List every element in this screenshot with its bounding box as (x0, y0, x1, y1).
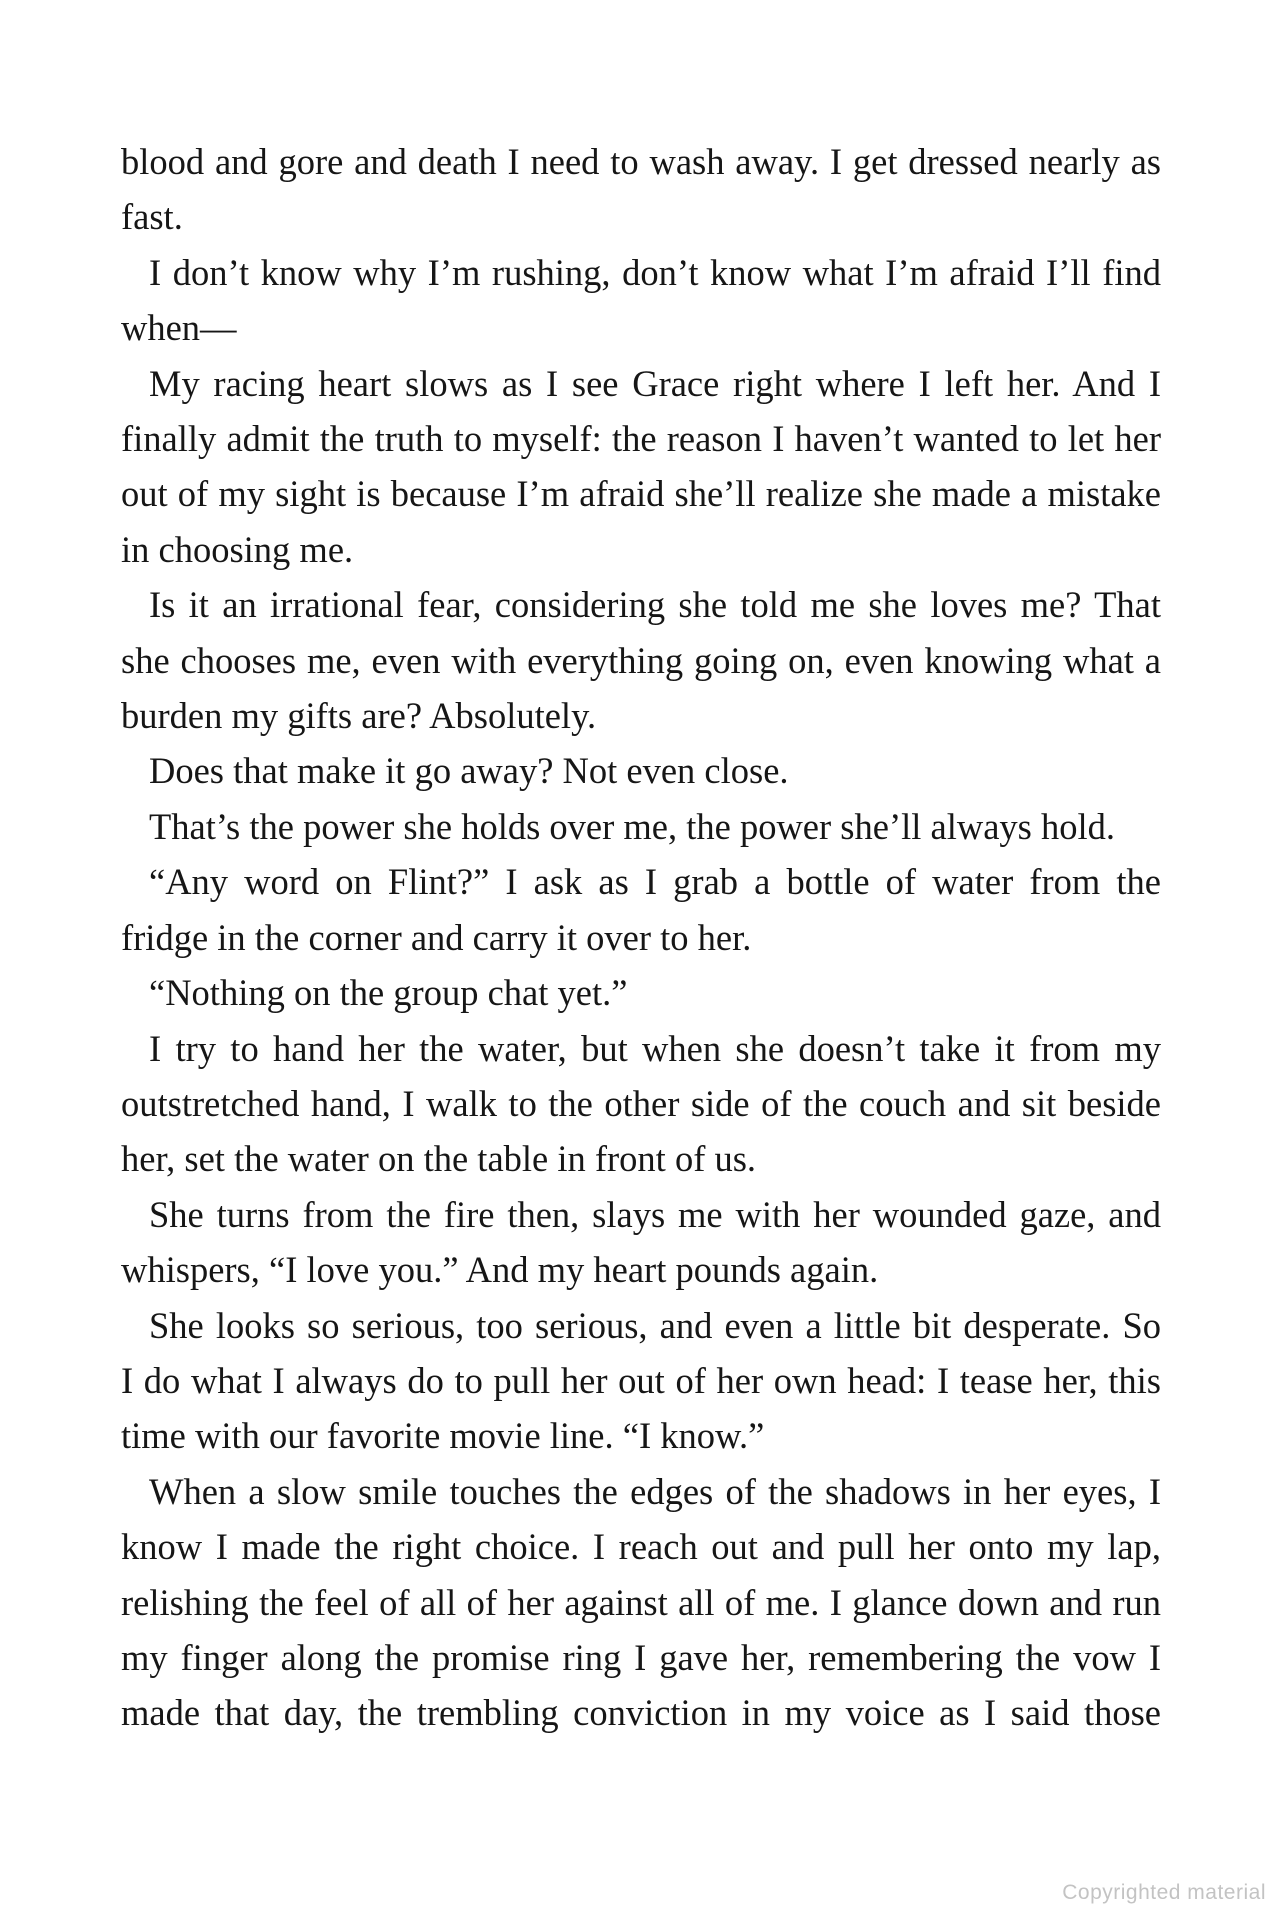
text-line: whispers, “I love you.” And my heart pounds again. (121, 1249, 879, 1291)
text-line: Is it an irrational fear, considering she told me she loves me? That (149, 584, 1161, 626)
text-line: My racing heart slows as I see Grace right where I left her. And I (149, 362, 1161, 404)
text-line: burden my gifts are? Absolutely. (121, 695, 597, 737)
text-line: She turns from the fire then, slays me with her wounded gaze, and (149, 1193, 1161, 1235)
text-line: when— (121, 307, 237, 349)
text-line: in choosing me. (121, 528, 354, 570)
text-line: I don’t know why I’m rushing, don’t know what I’m afraid I’ll find (149, 251, 1161, 293)
text-line: “Nothing on the group chat yet.” (149, 972, 628, 1014)
text-line: I do what I always do to pull her out of her own head: I tease her, this (121, 1359, 1161, 1401)
text-line: my finger along the promise ring I gave her, remembering the vow I (121, 1636, 1161, 1678)
text-line: fridge in the corner and carry it over to her. (121, 916, 752, 958)
page-text (121, 134, 1161, 1741)
text-line: “Any word on Flint?” I ask as I grab a bottle of water from the (149, 861, 1161, 903)
text-line: Does that make it go away? Not even close. (149, 750, 789, 792)
text-line: That’s the power she holds over me, the power she’ll always hold. (149, 805, 1116, 847)
text-line: finally admit the truth to myself: the reason I haven’t wanted to let her (121, 418, 1161, 460)
text-line: her, set the water on the table in front of us. (121, 1138, 757, 1180)
copyright-notice: Copyrighted material (1062, 1881, 1266, 1904)
text-line: When a slow smile touches the edges of the shadows in her eyes, I (149, 1470, 1161, 1512)
text-line: made that day, the trembling conviction in my voice as I said those (121, 1692, 1161, 1734)
text-line: She looks so serious, too serious, and even a little bit desperate. So (149, 1304, 1161, 1346)
text-line: know I made the right choice. I reach out and pull her onto my lap, (121, 1526, 1161, 1568)
text-line: blood and gore and death I need to wash away. I get dressed nearly as (121, 141, 1161, 182)
text-line: time with our favorite movie line. “I know.” (121, 1415, 765, 1457)
text-line: fast. (121, 196, 183, 238)
text-line: out of my sight is because I’m afraid she’ll realize she made a mistake (121, 473, 1161, 515)
text-line: she chooses me, even with everything going on, even knowing what a (121, 639, 1161, 681)
text-line: outstretched hand, I walk to the other side of the couch and sit beside (121, 1082, 1161, 1124)
text-line: I try to hand her the water, but when she doesn’t take it from my (149, 1027, 1161, 1069)
text-line: relishing the feel of all of her against all of me. I glance down and run (121, 1581, 1161, 1623)
